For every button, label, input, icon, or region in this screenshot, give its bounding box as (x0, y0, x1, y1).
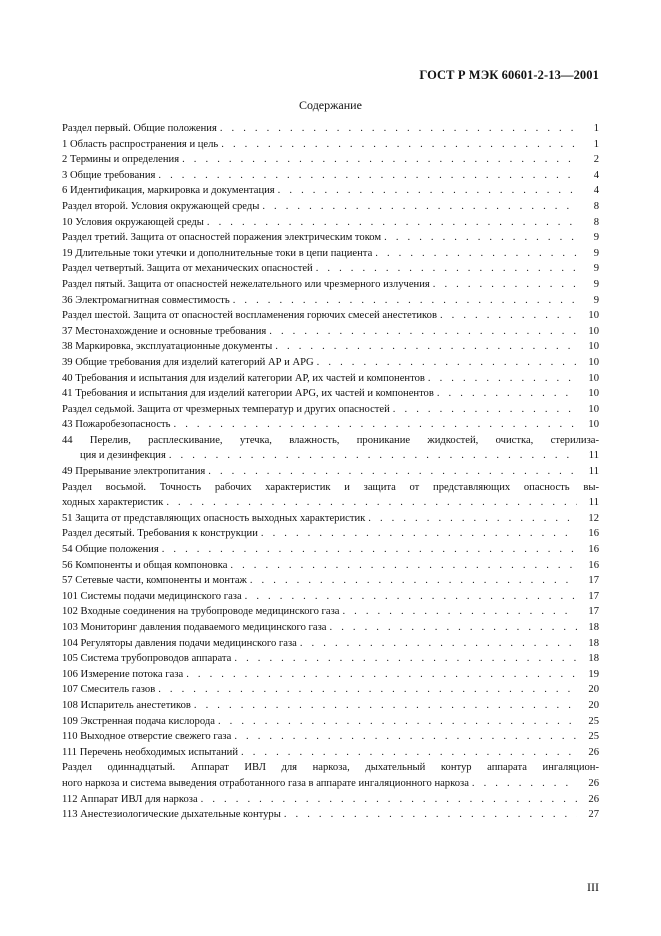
toc-entry-label: 56 Компоненты и общая компоновка (62, 559, 228, 571)
toc-entry-page: 19 (588, 668, 599, 680)
toc-entry-page: 26 (588, 777, 599, 789)
toc-entry-label: ного наркоза и система выведения отработанного газа в аппарате ингаляционного наркоза (62, 777, 469, 789)
table-of-contents (62, 121, 599, 823)
toc-entry-label: 3 Общие требования (62, 169, 156, 181)
dot-leader (201, 792, 577, 808)
toc-entry-label: 54 Общие положения (62, 544, 159, 556)
toc-entry[interactable] (62, 714, 599, 730)
toc-entry[interactable] (62, 324, 599, 340)
toc-entry-label: Раздел второй. Условия окружающей среды (62, 200, 260, 212)
dot-leader (234, 729, 577, 745)
dot-leader (158, 168, 577, 184)
toc-entry-label: 1 Область распространения и цель (62, 138, 219, 150)
dot-leader (241, 745, 577, 761)
toc-entry-label: 109 Экстренная подача кислорода (62, 715, 215, 727)
toc-entry-label: Раздел третий. Защита от опасностей поражения электрическим током (62, 232, 382, 244)
toc-entry-page: 26 (588, 746, 599, 758)
toc-entry-label: 105 Система трубопроводов аппарата (62, 653, 232, 665)
toc-entry[interactable] (62, 121, 599, 137)
dot-leader (207, 215, 577, 231)
toc-entry-page: 9 (593, 294, 599, 306)
toc-entry[interactable] (62, 277, 599, 293)
toc-entry[interactable] (62, 526, 599, 542)
toc-entry-label: Раздел пятый. Защита от опасностей нежелательного или чрезмерного излучения (62, 278, 430, 290)
toc-entry[interactable] (62, 651, 599, 667)
dot-leader (317, 355, 577, 371)
toc-entry-page: 9 (593, 278, 599, 290)
toc-entry-page: 17 (588, 590, 599, 602)
toc-entry[interactable] (62, 698, 599, 714)
toc-entry[interactable] (62, 417, 599, 433)
toc-entry-page: 4 (593, 185, 599, 197)
dot-leader (437, 386, 577, 402)
toc-entry-label: 111 Перечень необходимых испытаний (62, 746, 239, 758)
dot-leader (245, 589, 577, 605)
dot-leader (269, 324, 577, 340)
toc-entry[interactable] (62, 558, 599, 574)
toc-entry-label: ция и дезинфекция (80, 450, 166, 462)
toc-entry-label: 41 Требования и испытания для изделий категории APG, их частей и компонентов (62, 388, 434, 400)
toc-entry[interactable] (62, 293, 599, 309)
toc-entry-label: 112 Аппарат ИВЛ для наркоза (62, 793, 198, 805)
toc-entry[interactable] (62, 760, 599, 791)
toc-entry-page: 9 (593, 247, 599, 259)
dot-leader (186, 667, 577, 683)
toc-entry-label: 102 Входные соединения на трубопроводе медицинского газа (62, 606, 340, 618)
toc-entry[interactable] (62, 511, 599, 527)
dot-leader (316, 261, 577, 277)
dot-leader (330, 620, 578, 636)
dot-leader (169, 448, 577, 464)
toc-entry-page: 25 (588, 731, 599, 743)
toc-entry[interactable] (62, 667, 599, 683)
toc-entry-page: 2 (593, 154, 599, 166)
toc-entry-page: 10 (588, 372, 599, 384)
toc-entry-page: 11 (588, 450, 599, 462)
toc-entry-page: 27 (588, 809, 599, 821)
toc-entry-page: 10 (588, 403, 599, 415)
toc-entry-page: 11 (588, 466, 599, 478)
toc-entry-label: Раздел шестой. Защита от опасностей воспламенения горючих смесей анестетиков (62, 310, 437, 322)
toc-entry-label: 107 Смеситель газов (62, 684, 156, 696)
toc-entry[interactable] (62, 137, 599, 153)
toc-entry-label: 39 Общие требования для изделий категорий АР и APG (62, 356, 314, 368)
toc-entry[interactable] (62, 371, 599, 387)
toc-entry[interactable] (62, 402, 599, 418)
document-header: ГОСТ Р МЭК 60601-2-13—2001 (419, 68, 599, 82)
toc-entry-label: 37 Местонахождение и основные требования (62, 325, 267, 337)
dot-leader (194, 698, 577, 714)
toc-entry[interactable] (62, 246, 599, 262)
dot-leader (233, 293, 577, 309)
dot-leader (218, 714, 577, 730)
dot-leader (162, 542, 577, 558)
toc-entry-page: 10 (588, 325, 599, 337)
toc-entry-page: 26 (588, 793, 599, 805)
toc-entry-label: 49 Прерывание электропитания (62, 466, 206, 478)
toc-entry-label: 103 Мониторинг давления подаваемого медицинского газа (62, 622, 327, 633)
dot-leader (440, 308, 577, 324)
toc-entry-page: 20 (588, 699, 599, 711)
toc-entry-page: 18 (588, 622, 599, 633)
toc-entry-page: 1 (593, 123, 599, 134)
page-title: Содержание (299, 98, 362, 112)
toc-entry-label-line1: Раздел восьмой. Точность рабочих характеристик и защита от представляющих опасность вы- (62, 481, 599, 493)
toc-entry[interactable] (62, 480, 599, 511)
toc-entry-page: 16 (588, 528, 599, 540)
dot-leader (342, 604, 577, 620)
dot-leader (174, 417, 577, 433)
toc-entry-label: 19 Длительные токи утечки и дополнительные токи в цепи пациента (62, 247, 373, 259)
toc-entry-label: 36 Электромагнитная совместимость (62, 294, 230, 306)
toc-entry-label: Раздел четвертый. Защита от механических опасностей (62, 263, 313, 275)
toc-entry-page: 1 (593, 138, 599, 150)
toc-entry[interactable] (62, 604, 599, 620)
dot-leader (375, 246, 577, 262)
toc-entry[interactable] (62, 573, 599, 589)
dot-leader (384, 230, 577, 246)
toc-entry-page: 9 (593, 263, 599, 275)
page-number: III (587, 880, 599, 894)
toc-entry-label-line1: Раздел одиннадцатый. Аппарат ИВЛ для наркоза, дыхательный контур аппарата ингаляцион- (62, 762, 599, 774)
toc-entry-page: 20 (588, 684, 599, 696)
toc-entry-page: 17 (588, 575, 599, 587)
toc-entry-page: 18 (588, 653, 599, 665)
toc-entry-page: 11 (588, 497, 599, 509)
toc-entry[interactable] (62, 168, 599, 184)
dot-leader (182, 152, 577, 168)
toc-entry[interactable] (62, 745, 599, 761)
toc-entry-page: 16 (588, 559, 599, 571)
dot-leader (284, 807, 577, 823)
toc-entry[interactable] (62, 682, 599, 698)
toc-entry-label: 104 Регуляторы давления подачи медицинского газа (62, 637, 297, 649)
dot-leader (368, 511, 577, 527)
toc-entry[interactable] (62, 620, 599, 636)
toc-entry[interactable] (62, 308, 599, 324)
dot-leader (472, 776, 577, 792)
toc-entry-label: 38 Маркировка, эксплуатационные документы (62, 341, 273, 353)
toc-entry-label: Раздел первый. Общие положения (62, 123, 217, 134)
toc-entry[interactable] (62, 636, 599, 652)
toc-entry[interactable] (62, 433, 599, 464)
toc-entry[interactable] (62, 792, 599, 808)
toc-entry-page: 10 (588, 388, 599, 400)
toc-entry[interactable] (62, 386, 599, 402)
toc-entry[interactable] (62, 807, 599, 823)
dot-leader (230, 558, 577, 574)
dot-leader (234, 651, 577, 667)
toc-entry-page: 17 (588, 606, 599, 618)
toc-entry-page: 10 (588, 419, 599, 431)
toc-entry[interactable] (62, 261, 599, 277)
toc-entry[interactable] (62, 542, 599, 558)
toc-entry-label: Раздел седьмой. Защита от чрезмерных температур и других опасностей (62, 403, 390, 415)
toc-entry-label: 40 Требования и испытания для изделий категории АР, их частей и компонентов (62, 372, 425, 384)
dot-leader (158, 682, 577, 698)
toc-entry[interactable] (62, 215, 599, 231)
dot-leader (250, 573, 577, 589)
toc-entry-label: 110 Выходное отверстие свежего газа (62, 731, 232, 743)
toc-entry[interactable] (62, 152, 599, 168)
toc-entry-page: 10 (588, 310, 599, 322)
toc-entry-label: Раздел десятый. Требования к конструкции (62, 528, 258, 540)
dot-leader (393, 402, 577, 418)
toc-entry-label: 10 Условия окружающей среды (62, 216, 204, 228)
toc-entry-page: 16 (588, 544, 599, 556)
toc-entry-page: 4 (593, 169, 599, 181)
toc-entry-label: 106 Измерение потока газа (62, 668, 184, 680)
toc-entry-label: 43 Пожаробезопасность (62, 419, 171, 431)
toc-entry[interactable] (62, 339, 599, 355)
toc-entry-page: 8 (593, 216, 599, 228)
toc-entry-label: 6 Идентификация, маркировка и документация (62, 185, 275, 197)
toc-entry-label: ходных характеристик (62, 497, 164, 509)
dot-leader (221, 137, 577, 153)
dot-leader (220, 121, 577, 137)
toc-entry[interactable] (62, 729, 599, 745)
toc-entry-page: 18 (588, 637, 599, 649)
toc-entry[interactable] (62, 230, 599, 246)
toc-entry-label-line1: 44 Перелив, расплескивание, утечка, влажность, проникание жидкостей, очистка, стерилиза- (62, 434, 599, 446)
dot-leader (278, 183, 577, 199)
dot-leader (275, 339, 577, 355)
toc-entry[interactable] (62, 183, 599, 199)
dot-leader (208, 464, 577, 480)
dot-leader (262, 199, 577, 215)
dot-leader (433, 277, 577, 293)
dot-leader (428, 371, 577, 387)
toc-entry[interactable] (62, 464, 599, 480)
toc-entry-label: 108 Испаритель анестетиков (62, 699, 191, 711)
toc-entry-page: 8 (593, 200, 599, 212)
toc-entry-label: 113 Анестезиологические дыхательные контуры (62, 809, 281, 821)
toc-entry-label: 101 Системы подачи медицинского газа (62, 590, 242, 602)
toc-entry-page: 12 (588, 512, 599, 524)
toc-entry-page: 9 (593, 232, 599, 244)
toc-entry[interactable] (62, 355, 599, 371)
toc-entry[interactable] (62, 199, 599, 215)
dot-leader (300, 636, 577, 652)
dot-leader (166, 495, 577, 511)
toc-entry-label: 2 Термины и определения (62, 154, 180, 166)
toc-entry-page: 25 (588, 715, 599, 727)
toc-entry-page: 10 (588, 341, 599, 353)
toc-entry-page: 10 (588, 356, 599, 368)
dot-leader (261, 526, 577, 542)
toc-entry[interactable] (62, 589, 599, 605)
toc-entry-label: 51 Защита от представляющих опасность выходных характеристик (62, 512, 366, 524)
toc-entry-label: 57 Сетевые части, компоненты и монтаж (62, 575, 247, 587)
